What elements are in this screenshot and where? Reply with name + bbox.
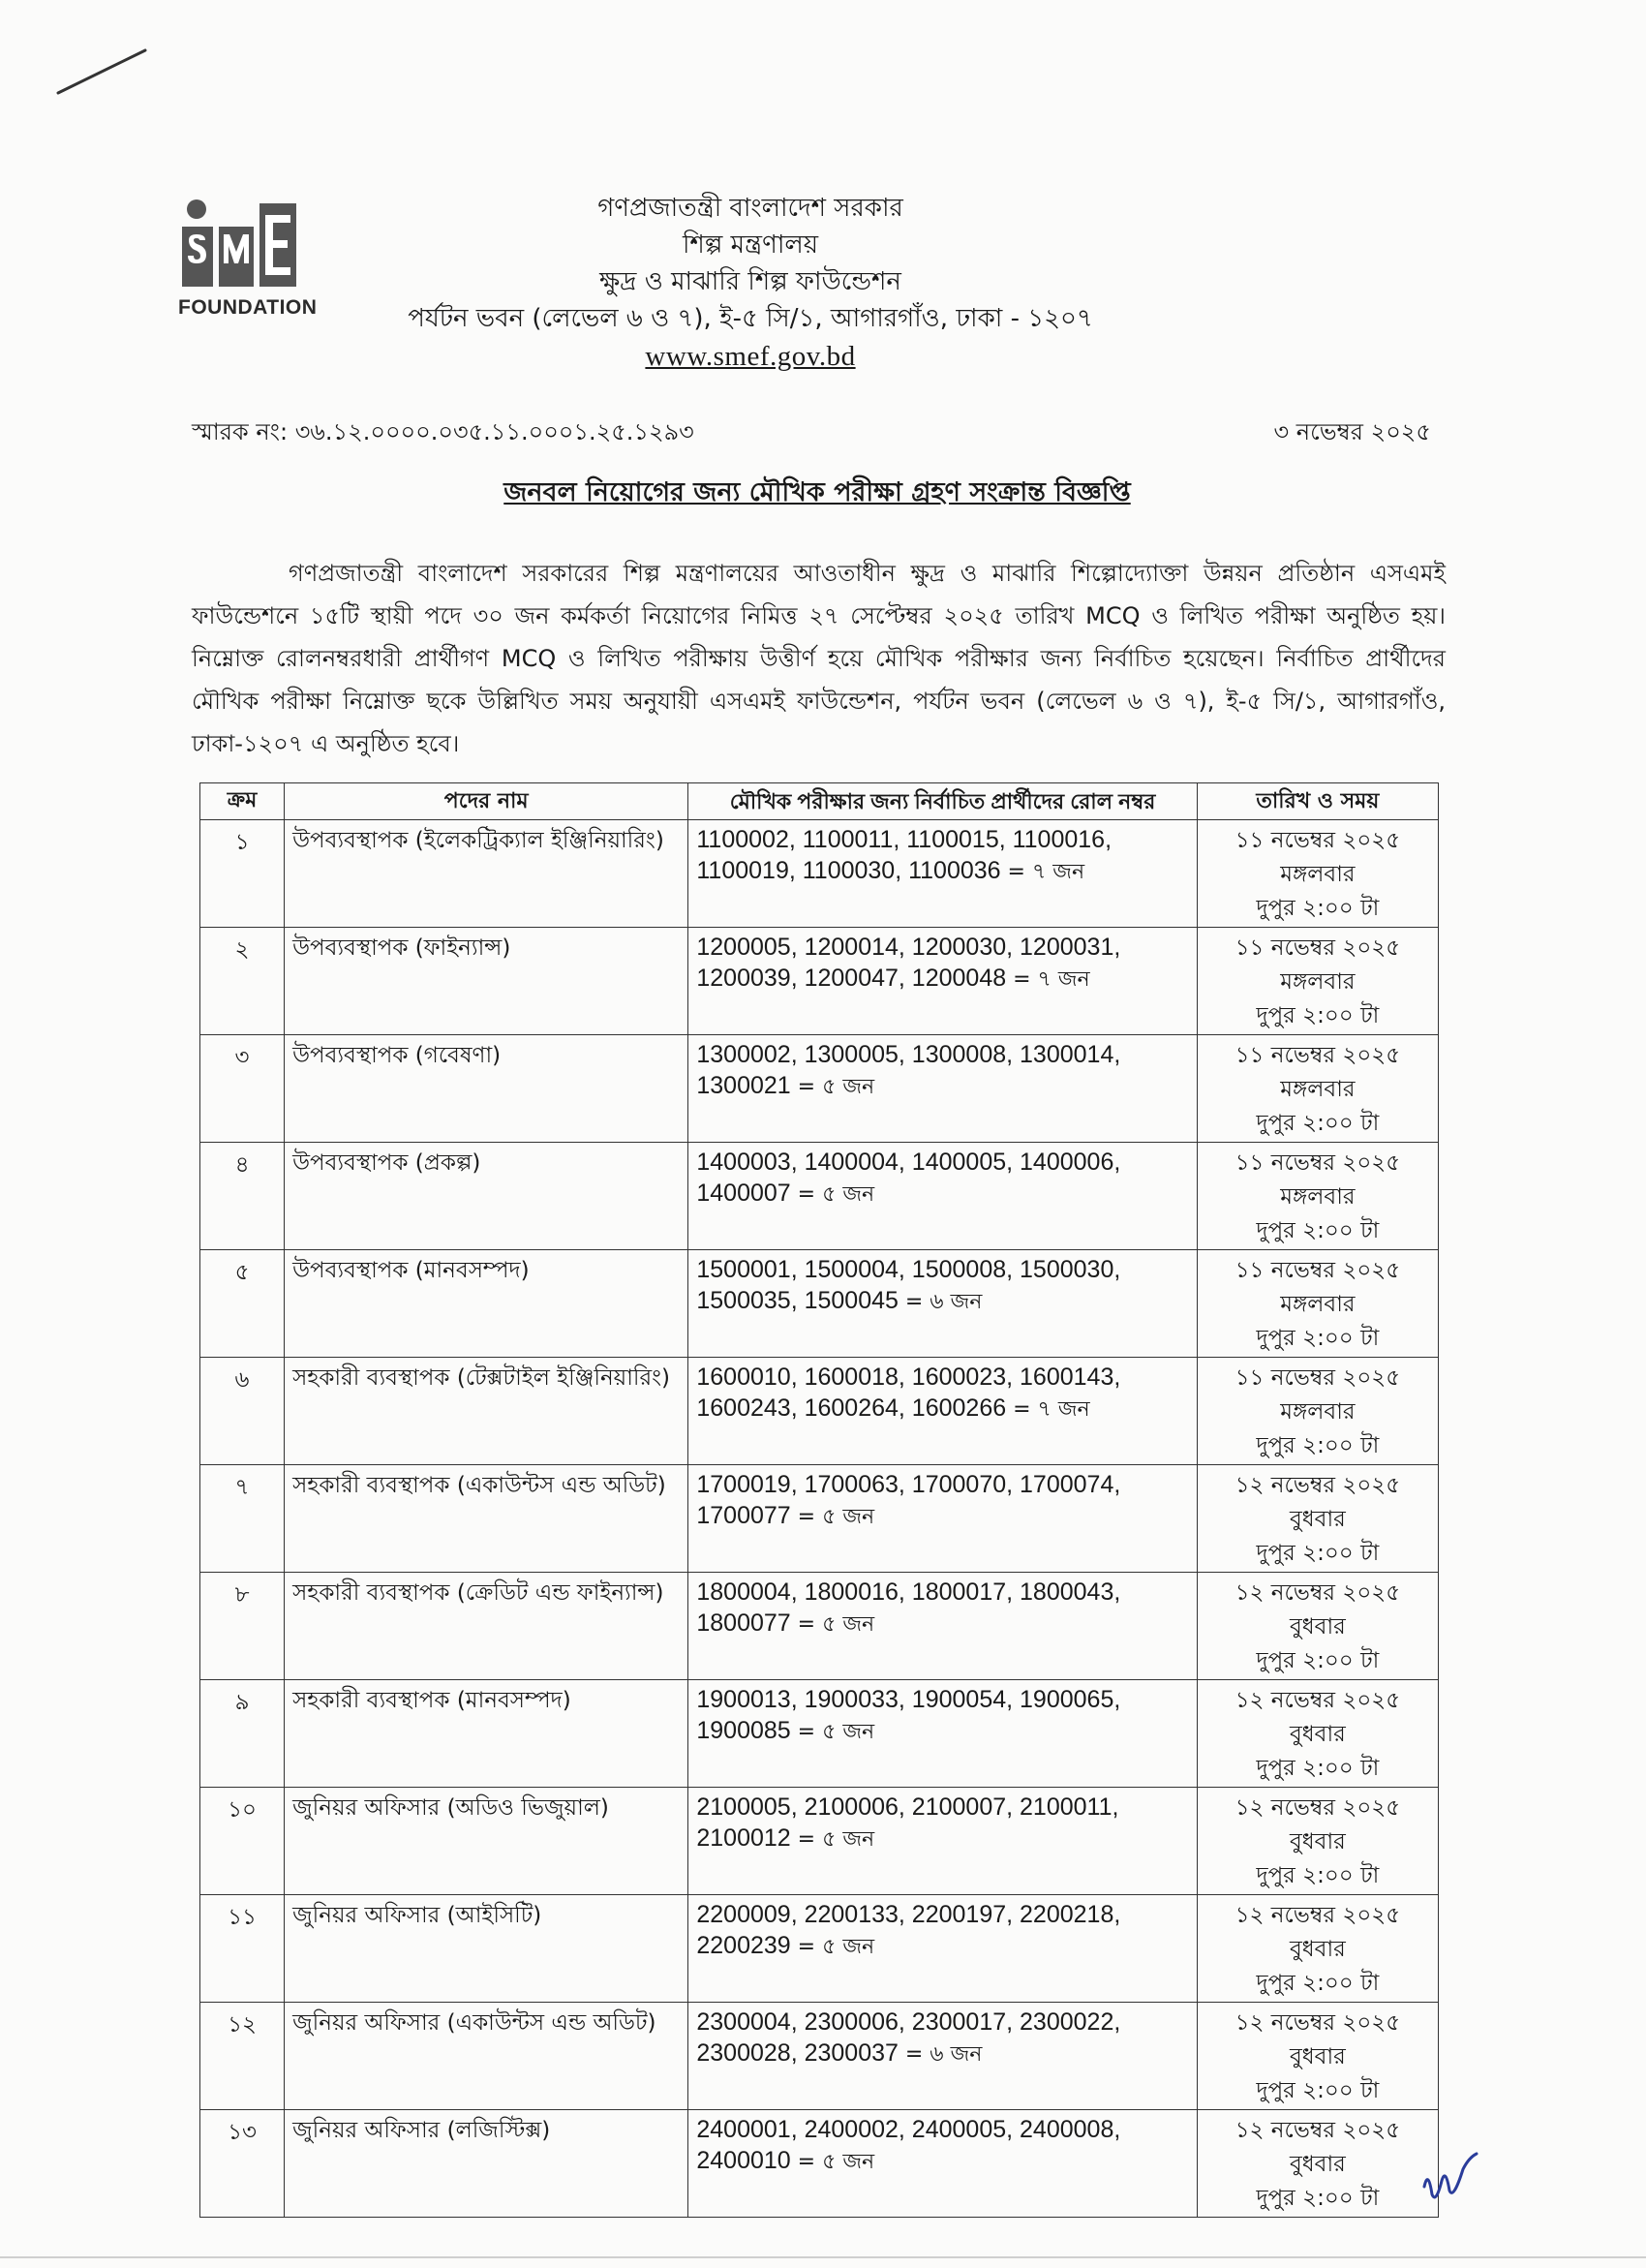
- viva-date: ১২ নভেম্বর ২০২৫: [1234, 1580, 1401, 1606]
- roll-list: 1500001, 1500004, 1500008, 1500030, 1500035, 1500045: [696, 1256, 1121, 1314]
- row-roll-numbers: [688, 1250, 1197, 1358]
- viva-schedule-table: [199, 782, 1439, 2218]
- viva-date: ১২ নভেম্বর ২০২৫: [1234, 1903, 1401, 1928]
- viva-time: দুপুর ২:০০ টা: [1256, 1433, 1380, 1458]
- row-roll-numbers: [688, 2003, 1197, 2110]
- table-row: [200, 1358, 1439, 1465]
- issue-date: ৩ নভেম্বর ২০২৫: [1273, 418, 1431, 445]
- row-date-time: [1197, 2110, 1438, 2218]
- row-serial: ৫: [200, 1250, 285, 1358]
- row-serial: ৪: [200, 1143, 285, 1250]
- viva-day: বুধবার: [1289, 1614, 1346, 1640]
- table-row: [200, 1788, 1439, 1895]
- roll-list: 1800004, 1800016, 1800017, 1800043, 1800077: [696, 1578, 1121, 1637]
- table-row: [200, 820, 1439, 928]
- viva-date: ১২ নভেম্বর ২০২৫: [1234, 2118, 1401, 2143]
- viva-day: মঙ্গলবার: [1280, 969, 1356, 995]
- row-serial: ৮: [200, 1573, 285, 1680]
- viva-time: দুপুর ২:০০ টা: [1256, 2078, 1380, 2103]
- row-roll-numbers: [688, 1573, 1197, 1680]
- row-roll-numbers: [688, 2110, 1197, 2218]
- viva-time: দুপুর ২:০০ টা: [1256, 1003, 1380, 1028]
- header-roll-numbers: মৌখিক পরীক্ষার জন্য নির্বাচিত প্রার্থীদের রোল নম্বর: [688, 783, 1197, 820]
- viva-date: ১১ নভেম্বর ২০২৫: [1234, 1043, 1401, 1068]
- row-roll-numbers: [688, 1358, 1197, 1465]
- viva-time: দুপুর ২:০০ টা: [1256, 1111, 1380, 1136]
- row-post-name: উপব্যবস্থাপক (গবেষণা): [285, 1035, 688, 1143]
- viva-day: মঙ্গলবার: [1280, 862, 1356, 887]
- candidate-count: = ৭ জন: [1013, 1397, 1090, 1422]
- row-post-name: উপব্যবস্থাপক (ইলেকট্রিক্যাল ইঞ্জিনিয়ারিং): [285, 820, 688, 928]
- candidate-count: = ৫ জন: [797, 1720, 875, 1744]
- candidate-count: = ৫ জন: [797, 1827, 875, 1852]
- row-date-time: [1197, 928, 1438, 1035]
- row-date-time: [1197, 820, 1438, 928]
- viva-day: মঙ্গলবার: [1280, 1399, 1356, 1425]
- table-row: [200, 1573, 1439, 1680]
- candidate-count: = ৭ জন: [1007, 860, 1085, 884]
- viva-date: ১২ নভেম্বর ২০২৫: [1234, 1473, 1401, 1498]
- row-post-name: উপব্যবস্থাপক (মানবসম্পদ): [285, 1250, 688, 1358]
- row-date-time: [1197, 1680, 1438, 1788]
- row-serial: ১০: [200, 1788, 285, 1895]
- table-row: [200, 1250, 1439, 1358]
- signature-mark: [1418, 2148, 1486, 2206]
- row-roll-numbers: [688, 1035, 1197, 1143]
- roll-list: 1900013, 1900033, 1900054, 1900065, 1900085: [696, 1686, 1121, 1744]
- row-post-name: উপব্যবস্থাপক (ফাইন্যান্স): [285, 928, 688, 1035]
- viva-time: দুপুর ২:০০ টা: [1256, 1541, 1380, 1566]
- row-post-name: জুনিয়র অফিসার (আইসিটি): [285, 1895, 688, 2003]
- viva-time: দুপুর ২:০০ টা: [1256, 1648, 1380, 1673]
- row-date-time: [1197, 1573, 1438, 1680]
- viva-time: দুপুর ২:০০ টা: [1256, 896, 1380, 921]
- header-post-name: পদের নাম: [285, 783, 688, 820]
- viva-day: বুধবার: [1289, 1722, 1346, 1747]
- roll-list: 1100002, 1100011, 1100015, 1100016, 1100019, 1100030, 1100036: [696, 826, 1113, 884]
- memo-number: স্মারক নং: ৩৬.১২.০০০০.০৩৫.১১.০০০১.২৫.১২৯৩: [192, 418, 694, 445]
- row-date-time: [1197, 1465, 1438, 1573]
- viva-date: ১১ নভেম্বর ২০২৫: [1234, 828, 1401, 853]
- candidate-count: = ৫ জন: [797, 2150, 875, 2174]
- header-organization: ক্ষুদ্র ও মাঝারি শিল্প ফাউন্ডেশন: [599, 267, 901, 296]
- candidate-count: = ৬ জন: [904, 1290, 983, 1314]
- table-row: [200, 928, 1439, 1035]
- viva-date: ১১ নভেম্বর ২০২৫: [1234, 935, 1401, 961]
- row-date-time: [1197, 1250, 1438, 1358]
- roll-list: 1600010, 1600018, 1600023, 1600143, 1600243, 1600264, 1600266: [696, 1364, 1121, 1422]
- row-roll-numbers: [688, 928, 1197, 1035]
- table-row: [200, 2003, 1439, 2110]
- viva-time: দুপুর ২:০০ টা: [1256, 1971, 1380, 1996]
- row-roll-numbers: [688, 1680, 1197, 1788]
- table-row: [200, 1465, 1439, 1573]
- table-header-row: [200, 783, 1439, 820]
- viva-day: বুধবার: [1289, 2044, 1346, 2069]
- pen-stroke-mark: [56, 43, 153, 101]
- viva-time: দুপুর ২:০০ টা: [1256, 1863, 1380, 1888]
- viva-time: দুপুর ২:০০ টা: [1256, 2186, 1380, 2211]
- row-post-name: সহকারী ব্যবস্থাপক (ক্রেডিট এন্ড ফাইন্যান্স): [285, 1573, 688, 1680]
- candidate-count: = ৫ জন: [797, 1075, 875, 1099]
- page-bottom-edge: [0, 2256, 1646, 2258]
- roll-list: 1400003, 1400004, 1400005, 1400006, 1400007: [696, 1149, 1121, 1207]
- roll-list: 2400001, 2400002, 2400005, 2400008, 2400010: [696, 2116, 1121, 2174]
- table-row: [200, 1895, 1439, 2003]
- viva-date: ১২ নভেম্বর ২০২৫: [1234, 1688, 1401, 1713]
- row-serial: ১২: [200, 2003, 285, 2110]
- table-row: [200, 1143, 1439, 1250]
- row-date-time: [1197, 1788, 1438, 1895]
- viva-date: ১১ নভেম্বর ২০২৫: [1234, 1150, 1401, 1176]
- row-date-time: [1197, 1358, 1438, 1465]
- viva-date: ১২ নভেম্বর ২০২৫: [1234, 2010, 1401, 2036]
- row-roll-numbers: [688, 1788, 1197, 1895]
- row-post-name: জুনিয়র অফিসার (লজিস্টিক্স): [285, 2110, 688, 2218]
- row-roll-numbers: [688, 1143, 1197, 1250]
- candidate-count: = ৫ জন: [797, 1505, 875, 1529]
- row-roll-numbers: [688, 1465, 1197, 1573]
- header-ministry: শিল্প মন্ত্রণালয়: [682, 230, 819, 260]
- row-date-time: [1197, 1035, 1438, 1143]
- row-post-name: উপব্যবস্থাপক (প্রকল্প): [285, 1143, 688, 1250]
- notice-subject: [0, 473, 1646, 516]
- logo-subtitle: FOUNDATION: [178, 296, 318, 319]
- roll-list: 2200009, 2200133, 2200197, 2200218, 2200239: [696, 1901, 1121, 1959]
- notice-subject-text: জনবল নিয়োগের জন্য মৌখিক পরীক্ষা গ্রহণ সংক্রান্ত বিজ্ঞপ্তি: [503, 477, 1131, 507]
- table-row: [200, 1035, 1439, 1143]
- table-row: [200, 2110, 1439, 2218]
- viva-day: বুধবার: [1289, 1829, 1346, 1854]
- notice-body: গণপ্রজাতন্ত্রী বাংলাদেশ সরকারের শিল্প মন্ত্রণালয়ের আওতাধীন ক্ষুদ্র ও মাঝারি শিল্পোদ্যোক্তা উন্নয়ন প্রতিষ্ঠান এসএমই ফাউন্ডেশনে ১৫টি স্থায়ী পদে ৩০ জন কর্মকর্তা নিয়োগের নিমিত্ত ২৭ সেপ্টেম্বর ২০২৫ তারিখ MCQ ও লিখিত পরীক্ষা অনুষ্ঠিত হয়। নিম্নোক্ত রোলনম্বরধারী প্রার্থীগণ MCQ ও লিখিত পরীক্ষায় উত্তীর্ণ হয়ে মৌখিক পরীক্ষার জন্য নির্বাচিত হয়েছেন। নির্বাচিত প্রার্থীদের মৌখিক পরীক্ষা নিম্নোক্ত ছকে উল্লিখিত সময় অনুযায়ী এসএমই ফাউন্ডেশন, পর্যটন ভবন (লেভেল ৬ ও ৭), ই-৫ সি/১, আগারগাঁও, ঢাকা-১২০৭ এ অনুষ্ঠিত হবে।: [192, 560, 1446, 757]
- row-serial: ৬: [200, 1358, 285, 1465]
- candidate-count: = ৫ জন: [797, 1612, 875, 1637]
- candidate-count: = ৭ জন: [1013, 967, 1090, 992]
- row-date-time: [1197, 2003, 1438, 2110]
- row-roll-numbers: [688, 820, 1197, 928]
- row-date-time: [1197, 1143, 1438, 1250]
- viva-time: দুপুর ২:০০ টা: [1256, 1218, 1380, 1243]
- viva-date: ১১ নভেম্বর ২০২৫: [1234, 1365, 1401, 1391]
- header-website-link[interactable]: www.smef.gov.bd: [645, 341, 856, 372]
- viva-date: ১১ নভেম্বর ২০২৫: [1234, 1258, 1401, 1283]
- roll-list: 1200005, 1200014, 1200030, 1200031, 1200039, 1200047, 1200048: [696, 934, 1121, 992]
- header-date-time: তারিখ ও সময়: [1197, 783, 1438, 820]
- viva-time: দুপুর ২:০০ টা: [1256, 1326, 1380, 1351]
- row-serial: ২: [200, 928, 285, 1035]
- row-post-name: সহকারী ব্যবস্থাপক (টেক্সটাইল ইঞ্জিনিয়ারিং): [285, 1358, 688, 1465]
- viva-date: ১২ নভেম্বর ২০২৫: [1234, 1795, 1401, 1821]
- viva-time: দুপুর ২:০০ টা: [1256, 1756, 1380, 1781]
- row-post-name: সহকারী ব্যবস্থাপক (মানবসম্পদ): [285, 1680, 688, 1788]
- header-serial: ক্রম: [200, 783, 285, 820]
- header-address: পর্যটন ভবন (লেভেল ৬ ও ৭), ই-৫ সি/১, আগারগাঁও, ঢাকা - ১২০৭: [408, 304, 1093, 333]
- viva-day: মঙ্গলবার: [1280, 1292, 1356, 1317]
- row-serial: ১১: [200, 1895, 285, 2003]
- roll-list: 2100005, 2100006, 2100007, 2100011, 2100012: [696, 1793, 1119, 1852]
- row-serial: ৯: [200, 1680, 285, 1788]
- letterhead: [0, 190, 1646, 376]
- row-post-name: জুনিয়র অফিসার (একাউন্টস এন্ড অডিট): [285, 2003, 688, 2110]
- row-serial: ৭: [200, 1465, 285, 1573]
- roll-list: 1700019, 1700063, 1700070, 1700074, 1700077: [696, 1471, 1121, 1529]
- row-serial: ৩: [200, 1035, 285, 1143]
- table-row: [200, 1680, 1439, 1788]
- row-post-name: সহকারী ব্যবস্থাপক (একাউন্টস এন্ড অডিট): [285, 1465, 688, 1573]
- row-roll-numbers: [688, 1895, 1197, 2003]
- viva-day: মঙ্গলবার: [1280, 1077, 1356, 1102]
- row-serial: ১৩: [200, 2110, 285, 2218]
- candidate-count: = ৬ জন: [904, 2042, 983, 2067]
- row-serial: ১: [200, 820, 285, 928]
- viva-day: মঙ্গলবার: [1280, 1184, 1356, 1210]
- candidate-count: = ৫ জন: [797, 1182, 875, 1207]
- roll-list: 2300004, 2300006, 2300017, 2300022, 2300028, 2300037: [696, 2008, 1121, 2067]
- viva-day: বুধবার: [1289, 1937, 1346, 1962]
- roll-list: 1300002, 1300005, 1300008, 1300014, 1300021: [696, 1041, 1121, 1099]
- row-date-time: [1197, 1895, 1438, 2003]
- row-post-name: জুনিয়র অফিসার (অডিও ভিজুয়াল): [285, 1788, 688, 1895]
- viva-day: বুধবার: [1289, 2152, 1346, 2177]
- viva-day: বুধবার: [1289, 1507, 1346, 1532]
- candidate-count: = ৫ জন: [797, 1935, 875, 1959]
- header-government: গণপ্রজাতন্ত্রী বাংলাদেশ সরকার: [597, 194, 903, 223]
